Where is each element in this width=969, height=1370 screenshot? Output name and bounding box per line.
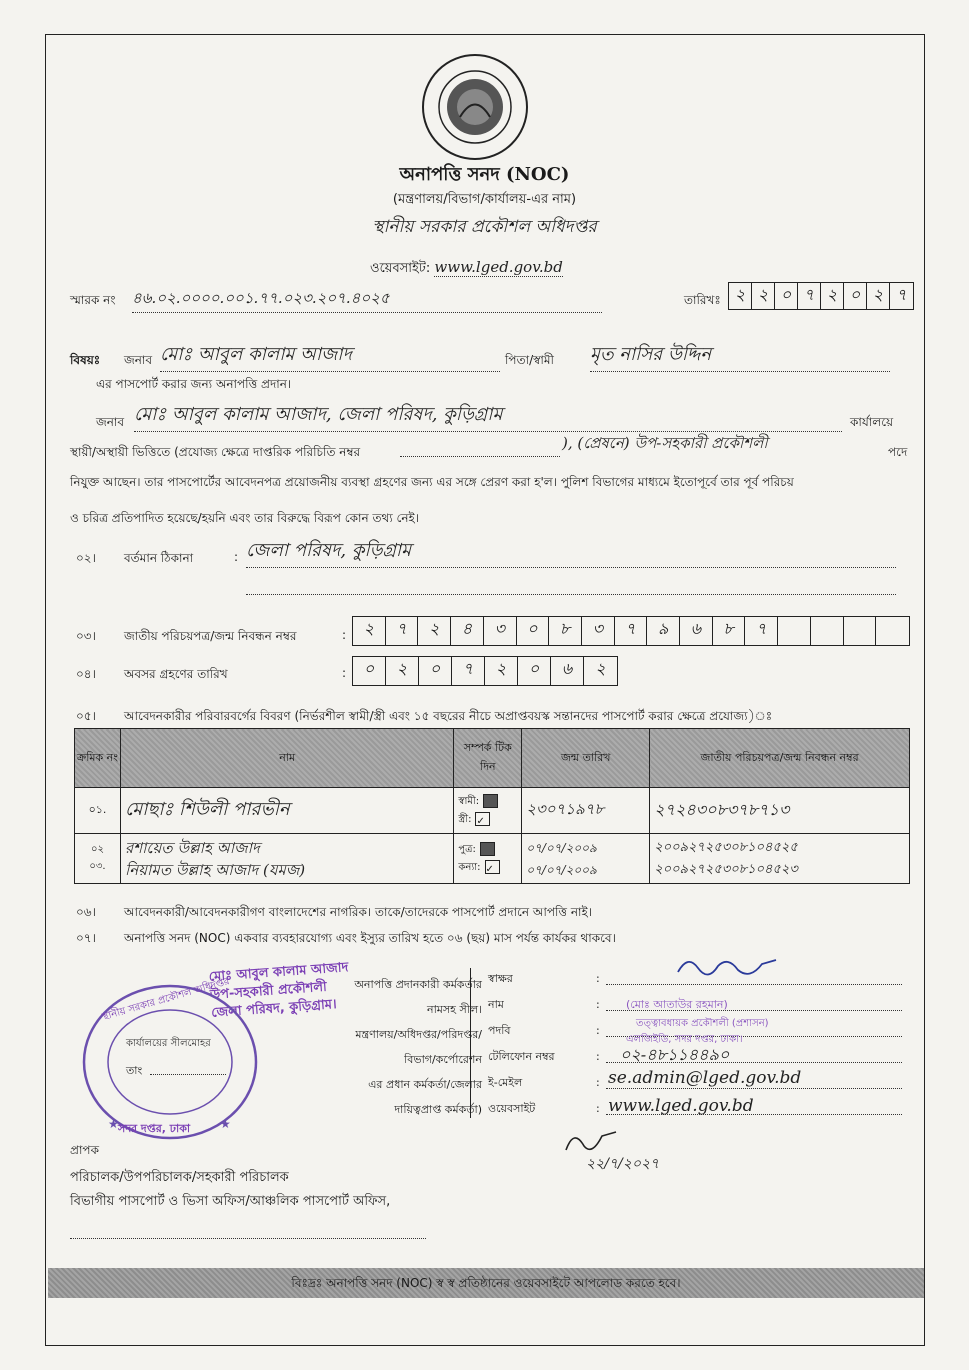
wife-checkbox[interactable]: ✓ [475, 812, 490, 826]
nid-digit-box [778, 617, 811, 645]
date-label: তারিখঃ [684, 293, 721, 307]
body-line3: নিযুক্ত আছেন। তার পাসপোর্টের আবেদনপত্র প্রয়োজনীয় ব্যবস্থা গ্রহণের জন্য এর সঙ্গে প্রেরণ করা হ'ল। পুলিশ বিভাগের মাধ্যমে ইতোপূর্বে তার পূর্ব পরিচয় [70, 475, 794, 489]
husband-checkbox[interactable] [483, 794, 498, 808]
retirement-digit-box: ০ [353, 657, 386, 685]
relation-husband-label: স্বামী: [458, 795, 480, 807]
th-serial: ক্রমিক নং [75, 729, 121, 788]
date-digit-box: ২ [729, 283, 752, 309]
body-line4: ও চরিত্র প্রতিপাদিত হয়েছে/হয়নি এবং তার বিরুদ্ধে বিরূপ কোন তথ্য নেই। [70, 511, 420, 525]
nid-digit-box: ৯ [647, 617, 680, 645]
nid-digit-box: ২ [418, 617, 451, 645]
stamp-line2: উপ-সহকারী প্রকৌশলী [209, 979, 328, 1003]
nid-digit-box: ৩ [484, 617, 517, 645]
nid-digit-box: ৩ [582, 617, 615, 645]
nid-digit-box: ৭ [386, 617, 419, 645]
authority-line2: নামসহ সীল। [427, 1003, 482, 1016]
date-digit-box: ২ [867, 283, 890, 309]
label-signature: স্বাক্ষর [488, 972, 513, 985]
item03-label: জাতীয় পরিচয়পত্র/জন্ম নিবন্ধন নম্বর [124, 629, 297, 643]
address-second-line [246, 594, 896, 595]
office-suffix: কার্যালয়ে [850, 415, 894, 429]
website-label: ওয়েবসাইট: [370, 261, 431, 276]
stamp-line3: জেলা পরিষদ, কুড়িগ্রাম। [210, 997, 338, 1021]
father-name: মৃত নাসির উদ্দিন [590, 340, 890, 372]
nid-digit-box: ৮ [713, 617, 746, 645]
label-phone: টেলিফোন নম্বর [488, 1050, 555, 1063]
daughter-checkbox[interactable]: ✓ [485, 860, 500, 874]
authority-line1: অনাপত্তি প্রদানকারী কর্মকর্তার [354, 978, 482, 991]
website-value: www.lged.gov.bd [434, 258, 563, 276]
retirement-digit-box: ৭ [452, 657, 485, 685]
th-dob: জন্ম তারিখ [522, 729, 650, 788]
svg-text:★: ★ [108, 1117, 119, 1131]
applicant-name: মোঃ আবুল কালাম আজাদ [160, 340, 500, 372]
deputation-post: ), (প্রেষনে) উপ-সহকারী প্রকৌশলী [562, 434, 768, 452]
retirement-digit-box: ২ [595, 659, 606, 678]
label-email: ই-মেইল [488, 1076, 523, 1089]
item03-num: ০৩। [76, 629, 96, 643]
item02-label: বর্তমান ঠিকানা [124, 551, 194, 565]
body-line2a: স্থায়ী/অস্থায়ী ভিত্তিতে (প্রযোজ্য ক্ষেত্রে দাপ্তরিক পরিচিতি নম্বর [70, 445, 361, 459]
date-digit-box: ২ [821, 283, 844, 309]
website-line [370, 258, 563, 280]
item05-label: আবেদনকারীর পরিবারবর্গের বিবরণ (নির্ভরশীল স্বামী/স্ত্রী এবং ১৫ বছরের নীচে অপ্রাপ্তবয়স্ক সন্তানদের পাসপোর্ট করার ক্ষেত্রে প্রযোজ্য)ঃ [124, 709, 773, 723]
officer-office: এলজিইডি, সদর দপ্তর, ঢাকা। [626, 1034, 743, 1045]
relation-son-label: পুত্র: [458, 843, 476, 855]
body-mr: জনাব [96, 415, 125, 429]
subject-mr: জনাব [124, 353, 153, 367]
sign-field-labels [488, 966, 555, 1122]
officer-website: www.lged.gov.bd [608, 1096, 754, 1116]
nid-digit-box: ৭ [615, 617, 648, 645]
label-name: নাম [488, 998, 504, 1011]
id-number-blank [400, 456, 560, 457]
stamp-ring-text: স্থানীয় সরকার প্রকৌশল অধিদপ্তর [100, 976, 231, 1024]
officer-designation: তত্ত্বাবধায়ক প্রকৌশলী (প্রশাসন) [636, 1018, 769, 1029]
stamp-line1: মোঃ আবুল কালাম আজাদ [208, 960, 349, 985]
officer-phone: ০২-৪৮১১৪৪৯০ [620, 1045, 730, 1064]
row-relation [454, 834, 522, 884]
th-relation: সম্পর্ক টিক দিন [454, 729, 522, 788]
label-website: ওয়েবসাইট [488, 1102, 536, 1115]
stamp-inner-label: কার্যালয়ের সীলমোহর [126, 1038, 211, 1049]
th-nid: জাতীয় পরিচয়পত্র/জন্ম নিবন্ধন নম্বর [650, 729, 910, 788]
authority-bracket [470, 968, 471, 1118]
authority-line3: মন্ত্রণালয়/অধিদপ্তর/পরিদপ্তর/ [355, 1028, 482, 1041]
retirement-date-boxes [352, 656, 618, 686]
row-serial: ০১. [75, 788, 121, 834]
subject-label: বিষয়ঃ [70, 353, 101, 367]
stamp-bottom-text: সদর দপ্তর, ঢাকা [118, 1122, 191, 1135]
row-dob: ০৭/০৭/২০০৯ ০৭/০৭/২০০৯ [522, 834, 650, 884]
th-name: নাম [120, 729, 453, 788]
son-checkbox[interactable] [480, 842, 495, 856]
table-row [75, 834, 910, 884]
family-table [74, 728, 910, 884]
date-digit-box: ২ [752, 283, 775, 309]
row-name: মোছাঃ শিউলী পারভীন [120, 788, 453, 834]
item04-label: অবসর গ্রহণের তারিখ [124, 667, 228, 681]
row-nid: ২০০৯২৭২৫৩০৮১০৪৫২৫ ২০০৯২৭২৫৩০৮১০৪৫২৩ [650, 834, 910, 884]
initial-date: ২২/৭/২০২৭ [586, 1156, 660, 1172]
row-relation [454, 788, 522, 834]
officer-signature-icon [672, 950, 782, 984]
nid-digit-box: ৭ [745, 617, 778, 645]
row-name: রশায়েত উল্লাহ আজাদ নিয়ামত উল্লাহ আজাদ (যমজ) [120, 834, 453, 884]
footer-note: বিঃদ্রঃ অনাপত্তি সনদ (NOC) স্ব স্ব প্রতিষ্ঠানের ওয়েবসাইটে আপলোড করতে হবে। [48, 1268, 924, 1298]
body-line2c: পদে [888, 445, 908, 459]
item05-num: ০৫। [76, 709, 96, 723]
nid-digit-box: ৮ [549, 617, 582, 645]
authority-line6: দায়িত্বপ্রাপ্ত কর্মকর্তা) [394, 1103, 482, 1116]
item06-text: আবেদনকারী/আবেদনকারীগণ বাংলাদেশের নাগরিক। তাকে/তাদেরকে পাসপোর্ট প্রদানে আপত্তি নাই। [124, 905, 593, 919]
nid-digit-box: ৬ [680, 617, 713, 645]
item02-num: ০২। [76, 551, 96, 565]
retirement-digit-box: ৬ [551, 657, 584, 685]
nid-digit-box [844, 617, 877, 645]
label-designation: পদবি [488, 1024, 511, 1037]
nid-digit-box [811, 617, 844, 645]
retirement-digit-box: ০ [518, 657, 551, 685]
date-digit-box: ০ [844, 283, 867, 309]
svg-text:★: ★ [220, 1117, 231, 1131]
officer-email: se.admin@lged.gov.bd [608, 1068, 802, 1088]
retirement-digit-box: ০ [419, 657, 452, 685]
ministry-name: স্থানীয় সরকার প্রকৌশল অধিদপ্তর [372, 217, 597, 237]
row-dob: ২৩০৭১৯৭৮ [522, 788, 650, 834]
nid-boxes [352, 616, 910, 646]
government-seal-icon [420, 52, 530, 162]
authority-line5: এর প্রধান কর্মকর্তা/জেলার [368, 1078, 482, 1091]
item07-num: ০৭। [76, 931, 96, 945]
officer-name: (মোঃ আতাউর রহমান) [626, 998, 728, 1011]
memo-label: স্মারক নং [70, 293, 116, 307]
applicant-office: মোঃ আবুল কালাম আজাদ, জেলা পরিষদ, কুড়িগ্রাম [134, 400, 842, 432]
nid-digit-box: ৪ [451, 617, 484, 645]
item07-text: অনাপত্তি সনদ (NOC) একবার ব্যবহারযোগ্য এবং ইস্যুর তারিখ হতে ০৬ (ছয়) মাস পর্যন্ত কার্যকর থাকবে। [124, 931, 616, 945]
date-boxes [728, 282, 914, 310]
memo-number: ৪৬.০২.০০০০.০০১.৭৭.০২৩.২০৭.৪০২৫ [132, 287, 602, 313]
table-row [75, 788, 910, 834]
item04-num: ০৪। [76, 667, 96, 681]
sign-field-colons: : : : : : : [596, 972, 600, 1115]
date-digit-box: ৭ [798, 283, 821, 309]
nid-digit-box [876, 617, 909, 645]
recipient-label: প্রাপক [70, 1143, 99, 1157]
date-digit-box: ০ [775, 283, 798, 309]
row-nid: ২৭২৪৩০৮৩৭৮৭১৩ [650, 788, 910, 834]
recipient-address-blank [70, 1238, 426, 1239]
ministry-label: (মন্ত্রণালয়/বিভাগ/কার্যালয়-এর নাম) [392, 192, 577, 207]
item06-num: ০৬। [76, 905, 96, 919]
recipient-line2: বিভাগীয় পাসপোর্ট ও ভিসা অফিস/আঞ্চলিক পাসপোর্ট অফিস, [70, 1194, 391, 1209]
relation-daughter-label: কন্যা: [458, 861, 481, 873]
father-label: পিতা/স্বামী [505, 353, 554, 367]
authority-line4: বিভাগ/কর্পোরেশন [404, 1053, 482, 1066]
authority-caption [236, 972, 482, 1122]
relation-wife-label: স্ত্রী: [458, 813, 472, 825]
recipient-line1: পরিচালক/উপপরিচালক/সহকারী পরিচালক [70, 1170, 289, 1185]
document-title: অনাপত্তি সনদ (NOC) [399, 164, 570, 185]
present-address: জেলা পরিষদ, কুড়িগ্রাম [246, 536, 896, 568]
subject-purpose: এর পাসপোর্ট করার জন্য অনাপত্তি প্রদান। [96, 377, 292, 391]
stamp-date-label: তাং [126, 1064, 143, 1077]
date-digit-box: ৭ [896, 285, 907, 304]
retirement-digit-box: ২ [485, 657, 518, 685]
retirement-digit-box: ২ [386, 657, 419, 685]
row-serial: ০২ ০৩. [75, 834, 121, 884]
nid-digit-box: ২ [353, 617, 386, 645]
nid-digit-box: ০ [517, 617, 550, 645]
